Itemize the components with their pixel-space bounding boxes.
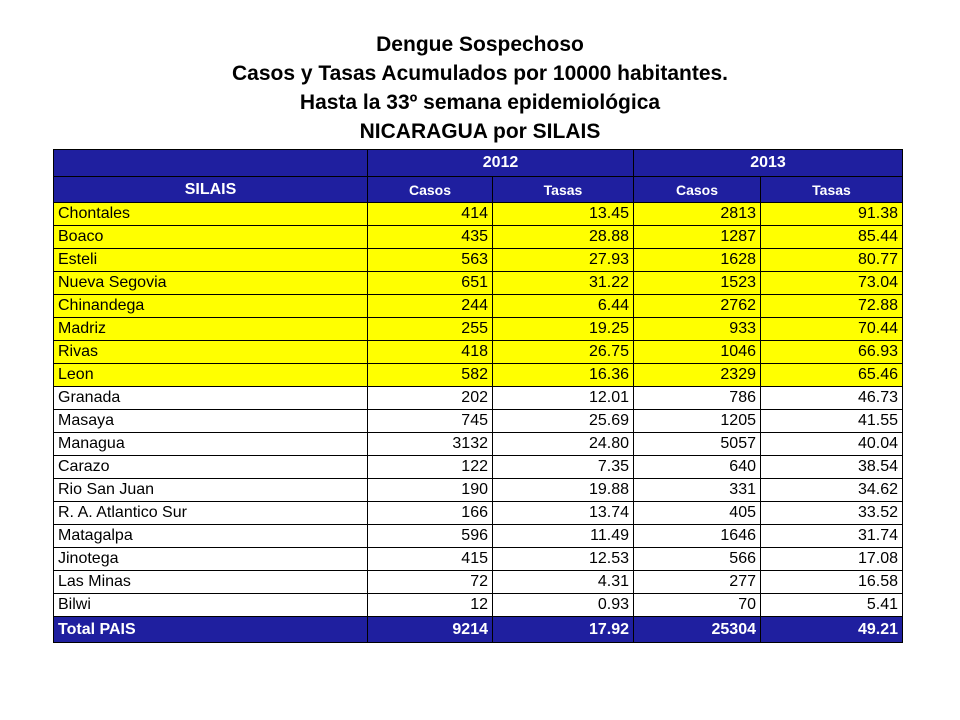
table-row [54, 272, 903, 295]
silais-name-cell: R. A. Atlantico Sur [54, 502, 368, 525]
tasas-2012-cell: 25.69 [493, 410, 634, 433]
casos-2012-cell: 72 [368, 571, 493, 594]
table-row [54, 364, 903, 387]
casos-2012-cell: 9214 [368, 617, 493, 643]
casos-2013-cell: 2813 [634, 203, 761, 226]
silais-name-cell: Esteli [54, 249, 368, 272]
silais-name-cell: Rio San Juan [54, 479, 368, 502]
tasas-2012-cell: 4.31 [493, 571, 634, 594]
table-row [54, 226, 903, 249]
casos-2012-cell: 255 [368, 318, 493, 341]
column-header-row [54, 177, 903, 203]
tasas-2012-cell: 26.75 [493, 341, 634, 364]
tasas-2013-cell: 80.77 [761, 249, 903, 272]
casos-2013-cell: 2762 [634, 295, 761, 318]
tasas-2012-cell: 11.49 [493, 525, 634, 548]
silais-name-cell: Leon [54, 364, 368, 387]
tasas-2013-header: Tasas [761, 177, 903, 203]
casos-2012-header: Casos [368, 177, 493, 203]
title-line-2: Casos y Tasas Acumulados por 10000 habitantes. [231, 62, 729, 85]
silais-name-cell: Bilwi [54, 594, 368, 617]
tasas-2012-cell: 17.92 [493, 617, 634, 643]
silais-name-cell: Managua [54, 433, 368, 456]
silais-name-cell: Boaco [54, 226, 368, 249]
casos-2012-cell: 202 [368, 387, 493, 410]
tasas-2012-cell: 0.93 [493, 594, 634, 617]
casos-2013-cell: 1287 [634, 226, 761, 249]
casos-2012-cell: 415 [368, 548, 493, 571]
tasas-2013-cell: 49.21 [761, 617, 903, 643]
casos-2012-cell: 190 [368, 479, 493, 502]
table-row [54, 548, 903, 571]
casos-2012-cell: 596 [368, 525, 493, 548]
tasas-2013-cell: 41.55 [761, 410, 903, 433]
table-row [54, 456, 903, 479]
tasas-2013-cell: 46.73 [761, 387, 903, 410]
casos-2013-header: Casos [634, 177, 761, 203]
year-header-2012: 2012 [368, 150, 634, 177]
tasas-2013-cell: 16.58 [761, 571, 903, 594]
title-line-1: Dengue Sospechoso [376, 33, 584, 56]
tasas-2012-cell: 19.25 [493, 318, 634, 341]
tasas-2013-cell: 85.44 [761, 226, 903, 249]
tasas-2012-header: Tasas [493, 177, 634, 203]
tasas-2013-cell: 33.52 [761, 502, 903, 525]
tasas-2013-cell: 70.44 [761, 318, 903, 341]
casos-2013-cell: 566 [634, 548, 761, 571]
casos-2013-cell: 277 [634, 571, 761, 594]
table-row [54, 502, 903, 525]
tasas-2013-cell: 38.54 [761, 456, 903, 479]
title-line-3: Hasta la 33º semana epidemiológica [299, 91, 661, 114]
casos-2013-cell: 25304 [634, 617, 761, 643]
tasas-2012-cell: 24.80 [493, 433, 634, 456]
tasas-2013-cell: 34.62 [761, 479, 903, 502]
casos-2013-cell: 1646 [634, 525, 761, 548]
dengue-table [53, 149, 903, 643]
tasas-2013-cell: 40.04 [761, 433, 903, 456]
casos-2013-cell: 2329 [634, 364, 761, 387]
tasas-2012-cell: 13.45 [493, 203, 634, 226]
table-row [54, 594, 903, 617]
table-row [54, 249, 903, 272]
casos-2012-cell: 745 [368, 410, 493, 433]
tasas-2012-cell: 7.35 [493, 456, 634, 479]
tasas-2013-cell: 5.41 [761, 594, 903, 617]
tasas-2013-cell: 65.46 [761, 364, 903, 387]
casos-2012-cell: 418 [368, 341, 493, 364]
casos-2013-cell: 331 [634, 479, 761, 502]
casos-2013-cell: 1628 [634, 249, 761, 272]
tasas-2012-cell: 27.93 [493, 249, 634, 272]
tasas-2012-cell: 12.01 [493, 387, 634, 410]
casos-2012-cell: 563 [368, 249, 493, 272]
casos-2013-cell: 1205 [634, 410, 761, 433]
casos-2013-cell: 5057 [634, 433, 761, 456]
tasas-2012-cell: 13.74 [493, 502, 634, 525]
silais-name-cell: Chontales [54, 203, 368, 226]
tasas-2013-cell: 73.04 [761, 272, 903, 295]
total-row [54, 617, 903, 643]
casos-2013-cell: 933 [634, 318, 761, 341]
casos-2013-cell: 405 [634, 502, 761, 525]
casos-2013-cell: 1046 [634, 341, 761, 364]
silais-name-cell: Nueva Segovia [54, 272, 368, 295]
silais-name-cell: Masaya [54, 410, 368, 433]
tasas-2012-cell: 12.53 [493, 548, 634, 571]
casos-2012-cell: 166 [368, 502, 493, 525]
table-row [54, 479, 903, 502]
table-row [54, 203, 903, 226]
casos-2013-cell: 640 [634, 456, 761, 479]
year-header-2013: 2013 [634, 150, 903, 177]
silais-name-cell: Madriz [54, 318, 368, 341]
table-row [54, 318, 903, 341]
silais-name-cell: Matagalpa [54, 525, 368, 548]
casos-2012-cell: 12 [368, 594, 493, 617]
table-row [54, 341, 903, 364]
casos-2012-cell: 414 [368, 203, 493, 226]
tasas-2012-cell: 28.88 [493, 226, 634, 249]
table-row [54, 410, 903, 433]
silais-name-cell: Granada [54, 387, 368, 410]
tasas-2013-cell: 91.38 [761, 203, 903, 226]
casos-2013-cell: 1523 [634, 272, 761, 295]
report-title-block [0, 30, 960, 146]
tasas-2013-cell: 72.88 [761, 295, 903, 318]
silais-name-cell: Las Minas [54, 571, 368, 594]
corner-cell [54, 150, 368, 177]
tasas-2013-cell: 31.74 [761, 525, 903, 548]
casos-2012-cell: 435 [368, 226, 493, 249]
silais-header: SILAIS [54, 177, 368, 203]
casos-2012-cell: 651 [368, 272, 493, 295]
tasas-2012-cell: 19.88 [493, 479, 634, 502]
title-line-4: NICARAGUA por SILAIS [359, 120, 601, 143]
year-header-row [54, 150, 903, 177]
casos-2012-cell: 3132 [368, 433, 493, 456]
casos-2012-cell: 244 [368, 295, 493, 318]
silais-name-cell: Total PAIS [54, 617, 368, 643]
casos-2012-cell: 582 [368, 364, 493, 387]
tasas-2012-cell: 31.22 [493, 272, 634, 295]
silais-name-cell: Carazo [54, 456, 368, 479]
tasas-2013-cell: 66.93 [761, 341, 903, 364]
silais-name-cell: Chinandega [54, 295, 368, 318]
table-row [54, 387, 903, 410]
tasas-2012-cell: 6.44 [493, 295, 634, 318]
silais-name-cell: Rivas [54, 341, 368, 364]
silais-name-cell: Jinotega [54, 548, 368, 571]
tasas-2013-cell: 17.08 [761, 548, 903, 571]
casos-2012-cell: 122 [368, 456, 493, 479]
casos-2013-cell: 70 [634, 594, 761, 617]
tasas-2012-cell: 16.36 [493, 364, 634, 387]
casos-2013-cell: 786 [634, 387, 761, 410]
table-row [54, 571, 903, 594]
table-row [54, 525, 903, 548]
table-row [54, 295, 903, 318]
table-row [54, 433, 903, 456]
